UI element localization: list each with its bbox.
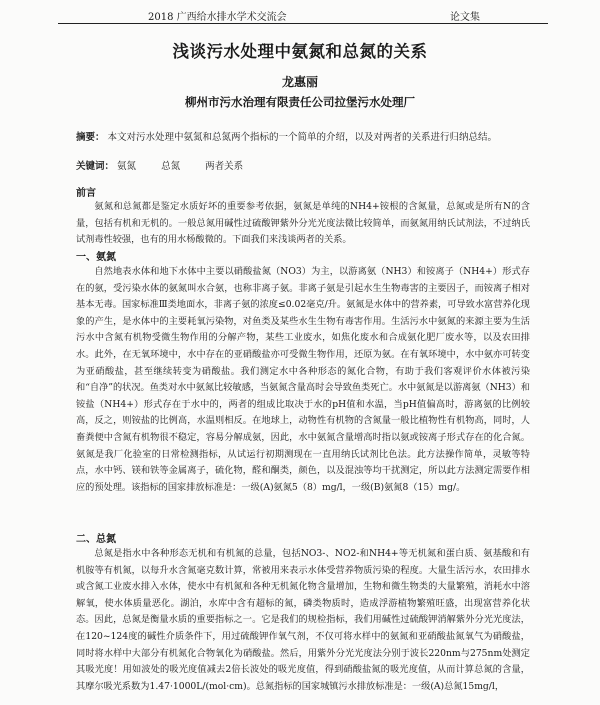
section-heading-preface: 前言 [76,188,96,199]
running-header [58,8,548,22]
keywords [76,158,530,172]
author-affiliation: 柳州市污水治理有限责任公司拉堡污水处理厂 [185,95,415,109]
author-name: 龙惠丽 [281,75,318,89]
section-heading-total-nitrogen: 二、总氮 [76,534,116,545]
abstract [76,131,530,144]
header-section: 论文集 [450,12,480,23]
page-title: 浅谈污水处理中氨氮和总氮的关系 [172,42,428,61]
keyword-item: 总氮 [161,161,181,172]
preface-paragraph: 氨氮和总氮都是鉴定水质好坏的重要参考依据，氨氮是单纯的NH4+铵根的含氮量，总氮或是所有N的含量，包括有机和无机的。一般总氮用碱性过硫酸钾紫外分光光度法微比较简单，而氨氮用纳氏试剂法，不过纳氏试剂毒性较强，也有的用水杨酸微的。下面我们来浅谈两者的关系。 [76,201,530,246]
total-nitrogen-paragraph: 总氮是指水中各种形态无机和有机氮的总量，包括NO3-、NO2-和NH4+等无机氮和蛋白质、氨基酸和有机胺等有机氮，以每升水含氮毫克数计算，常被用来表示水体受营养物质污染的程度。大量生活污水，农田排水或含氮工业废水排入水体，使水中有机氮和各种无机氮化物含量增加，生物和微生物类的大量繁殖，消耗水中溶解氧，使水体质量恶化。湖泊，水库中含有超标的氮，磷类物质时，造成浮游植物繁殖旺盛，出现富营养化状态。因此，总氮是衡量水质的重要指标之一。它是我们的规检指标，我们用碱性过硫酸钾消解紫外分光光度法，在120~124度的碱性介质条件下，用过硫酸钾作氧气剂，不仅可将水样中的氨氮和亚硝酸盐氮氧气为硝酸盐，同时将水样中大部分有机氮化合物氧化为硝酸盐。然后，用紫外分光光度法分别于波长220nm与275nm处测定其吸光度！用如波处的吸光度值减去2倍长波处的吸光度值，得到硝酸盐氮的吸光度值，从而计算总氮的含量，其摩尔吸光系数为1.47·1000L/(mol·cm)。总氮指标的国家城镇污水排放标准是：一级(A)总氮15mg/l， [76,548,530,692]
abstract-label: 摘要： [76,132,105,143]
header-conference: 2018 广西给水排水学术交流会 [148,12,287,23]
abstract-text: 本文对污水处理中氨氮和总氮两个指标的一个简单的介绍，以及对两者的关系进行归纳总结。 [107,132,498,143]
header-rule [58,23,548,24]
keyword-item: 氨氮 [117,161,137,172]
keywords-label: 关键词： [76,161,115,172]
section-heading-ammonia: 一、氨氮 [76,252,116,263]
keyword-item: 两者关系 [205,161,244,172]
ammonia-paragraph: 自然地表水体和地下水体中主要以硝酸盐氮（NO3）为主，以游离氨（NH3）和铵离子（NH4+）形式存在的氨，受污染水体的氨氮叫水合氨，也称非离子氨。非离子氨是引起水生生物毒害的主要因子，而铵离子相对基本无毒。国家标准Ⅲ类地面水，非离子氨的浓度≤0.02毫克/升。氨氮是水体中的营养素，可导致水富营养化现象的产生，是水体中的主要耗氧污染物，对鱼类及某些水生生物有毒害作用。生活污水中氨氮的来源主要为生活污水中含氮有机物受微生物作用的分解产物，某些工业废水，如焦化废水和合成氨化肥厂废水等，以及农田排水。此外，在无氧环境中，水中存在的亚硝酸盐亦可受微生物作用，还原为氨。在有氧环境中，水中氨亦可转变为亚硝酸盐，甚至继续转变为硝酸盐。我们测定水中各种形态的氮化合物，有助于我们客观评价水体被污染和“自净”的状况。鱼类对水中氨氮比较敏感，当氨氮含量高时会导致鱼类死亡。水中氨氮是以游离氨（NH3）和铵盐（NH4+）形式存在于水中的，两者的组成比取决于水的pH值和水温，当pH值偏高时，游离氨的比例较高，反之，则铵盐的比例高，水温则相反。在地球上，动物性有机物的含氮量一般比植物性有机物高，同时，人畜粪便中含氮有机物很不稳定，容易分解成氨，因此，水中氨氮含量增高时指以氨或铵离子形式存在的化合氮。氨氮是我厂化验室的日常检测指标，从试运行初期测现在一直用纳氏试剂比色法。此方法操作简单，灵敏等特点，水中钙、镁和铁等金属离子，硫化物，醛和酮类，颜色，以及混浊等均干扰测定，所以此方法测定需要作相应的预处理。该指标的国家排放标准是：一级(A)氨氮5（8）mg/l，一级(B)氨氮8（15）mg/。 [76,266,530,493]
